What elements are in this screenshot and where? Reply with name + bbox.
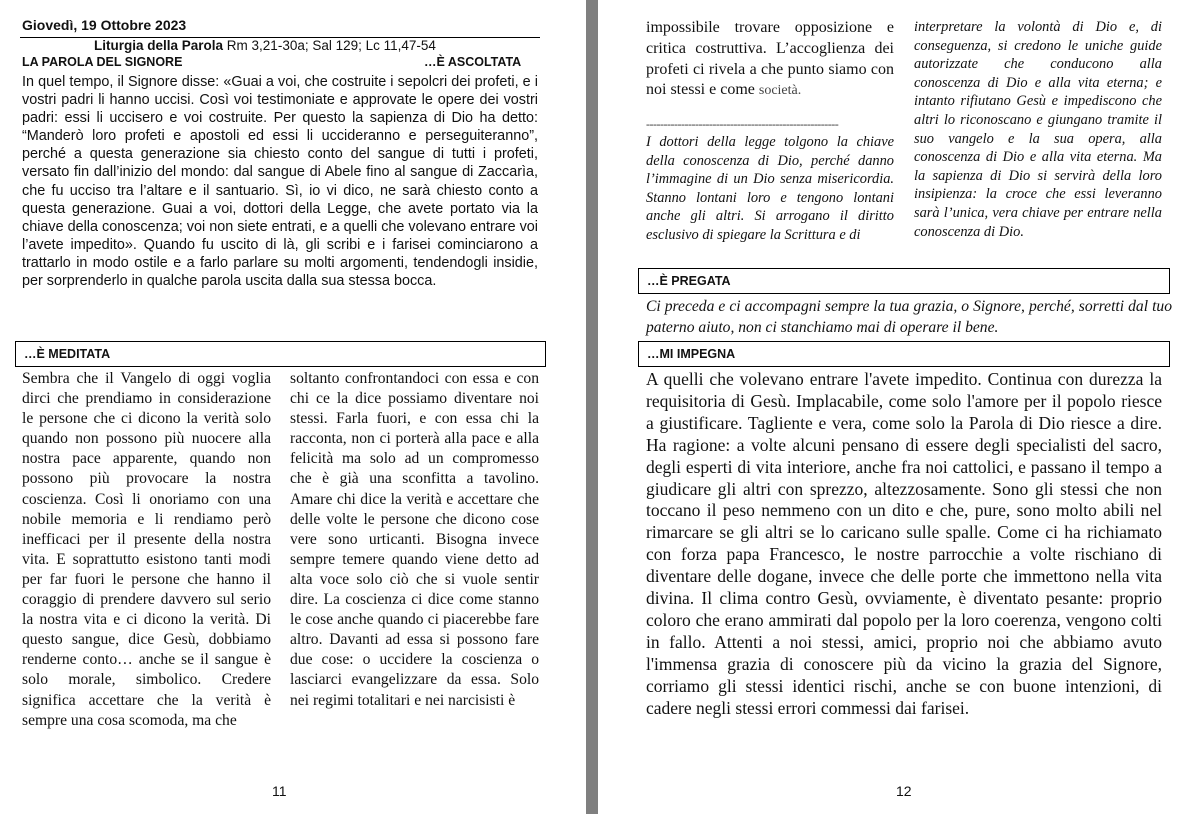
right-page [598, 0, 1184, 814]
liturgy-refs: Rm 3,21-30a; Sal 129; Lc 11,47-54 [223, 38, 436, 53]
section-pregata-label: …È PREGATA [647, 274, 731, 288]
liturgy-line [94, 38, 436, 53]
prayer-text: Ci preceda e ci accompagni sempre la tua grazia, o Signore, perché, sorretti dal tuo paterno aiuto, non ci stanchiamo mai di operare il bene. [646, 298, 1172, 336]
section-meditata-label: …È MEDITATA [24, 347, 111, 361]
continuation-last-word: società. [758, 83, 802, 99]
commitment-text: A quelli che volevano entrare l'avete impedito. Continua con durezza la requisitoria di Gesù. Implacabile, come solo l'amore per il popolo riesce a giustificare. Tagliente e vera, come solo la Parola di Dio riesce a dire. Ha ragione: a volte alcuni pensano di essere degli specialisti del sacro, degli esperti di vita interiore, anche fra noi cattolici, e passano il tempo a giudicare gli altri con sprezzo, altezzosamente. Sono gli stessi che non toccano il peso nemmeno con un dito e che, pure, sono molto abili nel rimarcare se gli altri se lo caricano sulle spalle. Come ci ha richiamato con forza papa Francesco, le nostre parrocchie a volte rischiano di diventare delle dogane, invece che delle porte che immettono nella vita divina. Il clima contro Gesù, ovviamente, è diventato pesante: proprio coloro che erano ammirati dal popolo per la loro coerenza, vengono colti in fallo. Attenti a noi stessi, amici, proprio noi che abbiamo avuto l'immensa grazia di conoscere più da vicino la grazia del Signore, corriamo gli stessi identici rischi, anche se con buone intenzioni, di cadere negli stessi errori commessi dai farisei. [646, 369, 1162, 718]
meditation-column-1: Sembra che il Vangelo di oggi voglia dirci che prendiamo in considerazione le persone che ci dicono la verità solo quando non possono più nuocere alla nostra pace apparente, quando non possono più provocare la nostra coscienza. Così li onoriamo con una nobile memoria e li rendiamo però inefficaci per il presente della nostra vita. E soprattutto esistono tanti modi per far fuori le persone che hanno il coraggio di prendere davvero sul serio la nostra vita e ci dicono la verità. Di questo sangue, dice Gesù, dobbiamo renderne conto… anche se il sangue è solo morale, simbolico. Credere significa accettare che la verità è sempre una cosa scomoda, ma che [22, 370, 271, 729]
continuation-text: impossibile trovare opposizione e critica costruttiva. L’accoglienza dei profeti ci rivela a che punto siamo con noi stessi e come [646, 19, 894, 99]
commentary-italic-left: I dottori della legge tolgono la chiave della conoscenza di Dio, perché danno l’immagine di un Dio senza misericordia. Stanno lontani loro e tengono lontani anche gli altri. Si arrogano il diritto esclusivo di spiegare la Scrittura e di [646, 134, 894, 243]
gospel-text: In quel tempo, il Signore disse: «Guai a voi, che costruite i sepolcri dei profeti, e i vostri padri li hanno uccisi. Così voi testimoniate e approvate le opere dei vostri padri: essi li uccisero e voi costruite. Per questo la sapienza di Dio ha detto: “Manderò loro profeti e apostoli ed essi li uccideranno e perseguiteranno”, perché a questa generazione sia chiesto conto del sangue di tutti i profeti, versato fin dall’inizio del mondo: dal sangue di Abele fino al sangue di Zaccarìa, che fu ucciso tra l’altare e il santuario. Sì, io vi dico, ne sarà chiesto conto a questa generazione. Guai a voi, dottori della Legge, che avete portato via la chiave della conoscenza; voi non siete entrati, e a quelli che volevano entrare voi l’avete impedito». Quando fu uscito di là, gli scribi e i farisei cominciarono a trattarlo in modo ostile e a farlo parlare su molti argomenti, tendendogli insidie, per sorprenderlo in qualche parola uscita dalla sua stessa bocca. [22, 74, 538, 290]
continuation-text-block [646, 18, 894, 102]
page-gutter [586, 0, 598, 814]
commentary-italic-right: interpretare la volontà di Dio e, di conseguenza, si credono le uniche guide autorizzate che conducono alla conoscenza di Dio e alla vita eterna; e intanto rifiutano Gesù e impediscono che altri lo riconoscano e giungano tramite il suo vangelo e la sua opera, alla conoscenza di Dio e alla vita eterna. Ma la sapienza di Dio si servirà della loro insipienza: la croce che essi leveranno sarà l’unica, vera chiave per entrare nella conoscenza di Dio. [914, 19, 1162, 240]
meditation-column-2: soltanto confrontandoci con essa e con chi ce la dice possiamo diventare noi stessi. Farla fuori, e con essa chi la racconta, non ci porterà alla pace e alla felicità ma solo ad un compromesso che è già una sconfitta a tavolino. Amare chi dice la verità e accettare che delle volte le persone che dicono cose vere sono urticanti. Bisogna invece sempre temere quando viene detto ad alta voce solo ciò che si vuole sentir dire. La coscienza ci dice come stanno le cose anche quando ci piacerebbe fare altro. Davanti ad essa si possono fare due cose: o uccidere la coscienza o lasciarci evangelizzare da essa. Solo nei regimi totalitari e nei narcisisti è [290, 370, 539, 709]
liturgy-label: Liturgia della Parola [94, 38, 224, 53]
date-heading: Giovedì, 19 Ottobre 2023 [22, 17, 187, 33]
section-ascoltata-heading: …È ASCOLTATA [424, 55, 522, 69]
section-parola-heading: LA PAROLA DEL SIGNORE [22, 55, 183, 69]
left-page [0, 0, 586, 814]
section-pregata-box [638, 268, 1170, 294]
section-meditata-box [15, 341, 546, 367]
page-number-right: 12 [896, 783, 912, 799]
divider-dashes: ------------------------------------------------------- [646, 117, 839, 131]
page-number-left: 11 [272, 783, 287, 799]
section-impegna-label: …MI IMPEGNA [647, 347, 736, 361]
section-impegna-box [638, 341, 1170, 367]
